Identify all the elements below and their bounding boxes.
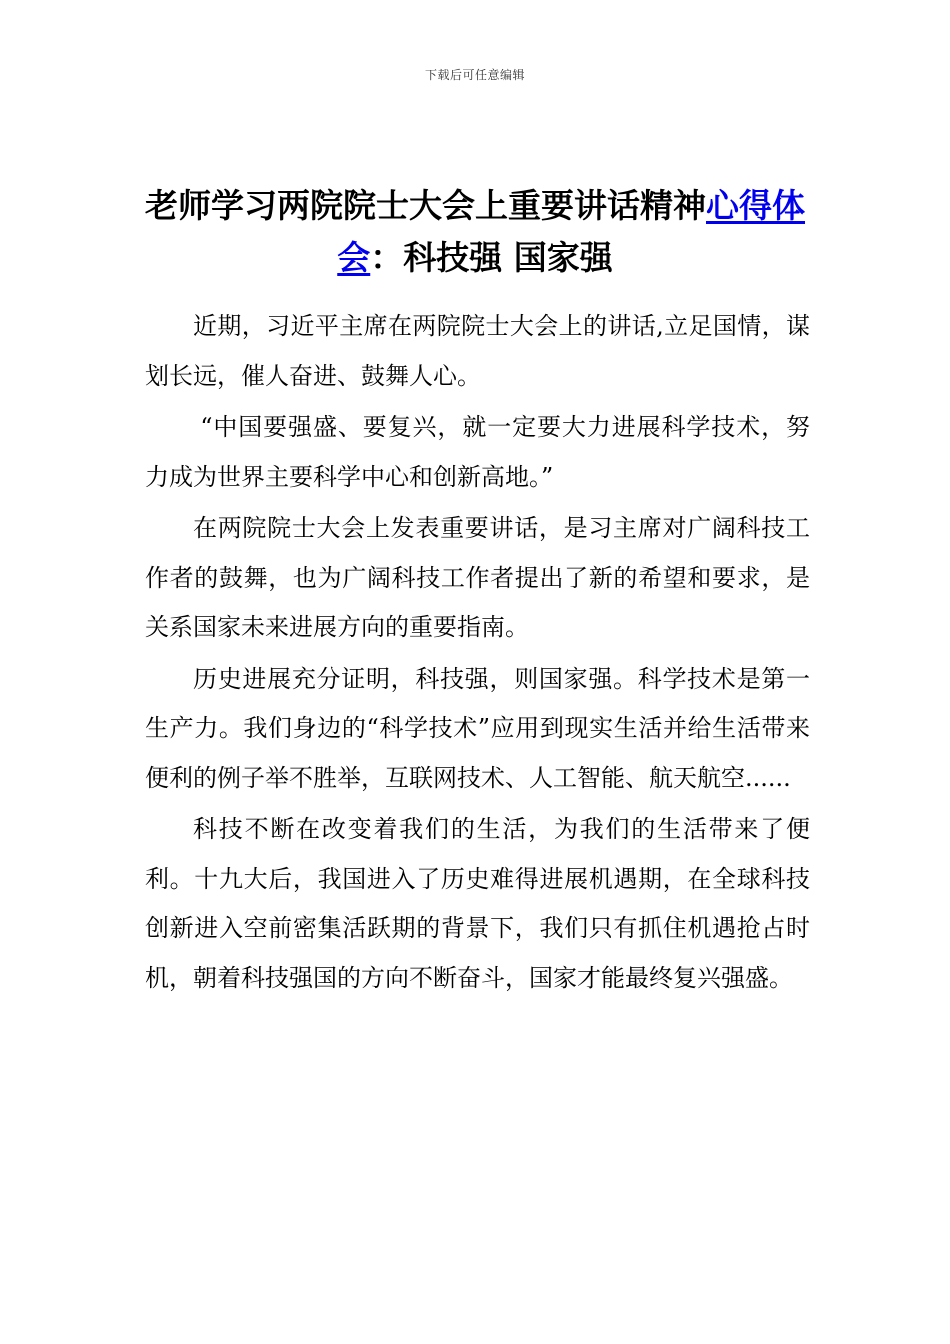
header-note: 下载后可任意编辑 <box>424 68 525 82</box>
paragraph-2-quote: “中国要强盛、要复兴，就一定要大力进展科学技术，努力成为世界主要科学中心和创新高地。” <box>145 413 810 491</box>
title-link[interactable]: 心得体会 <box>337 186 805 277</box>
document-body <box>145 302 810 1005</box>
title-text-part1: 老师学习两院院士大会上重要讲话精神 <box>145 186 706 225</box>
document-title <box>140 180 810 284</box>
paragraph-5: 科技不断在改变着我们的生活，为我们的生活带来了便利。十九大后，我国进入了历史难得进展机遇期，在全球科技创新进入空前密集活跃期的背景下，我们只有抓住机遇抢占时机，朝着科技强国的方向不断奋斗，国家才能最终复兴强盛。 <box>145 815 810 992</box>
paragraph-3: 在两院院士大会上发表重要讲话，是习主席对广阔科技工作者的鼓舞，也为广阔科技工作者提出了新的希望和要求，是关系国家未来进展方向的重要指南。 <box>145 514 810 641</box>
paragraph-4: 历史进展充分证明，科技强，则国家强。科学技术是第一生产力。我们身边的“科学技术”应用到现实生活并给生活带来便利的例子举不胜举，互联网技术、人工智能、航天航空...... <box>145 664 810 792</box>
paragraph-1: 近期，习近平主席在两院院士大会上的讲话,立足国情，谋划长远，催人奋进、鼓舞人心。 <box>145 312 810 390</box>
title-text-part2: ：科技强 国家强 <box>370 238 613 277</box>
